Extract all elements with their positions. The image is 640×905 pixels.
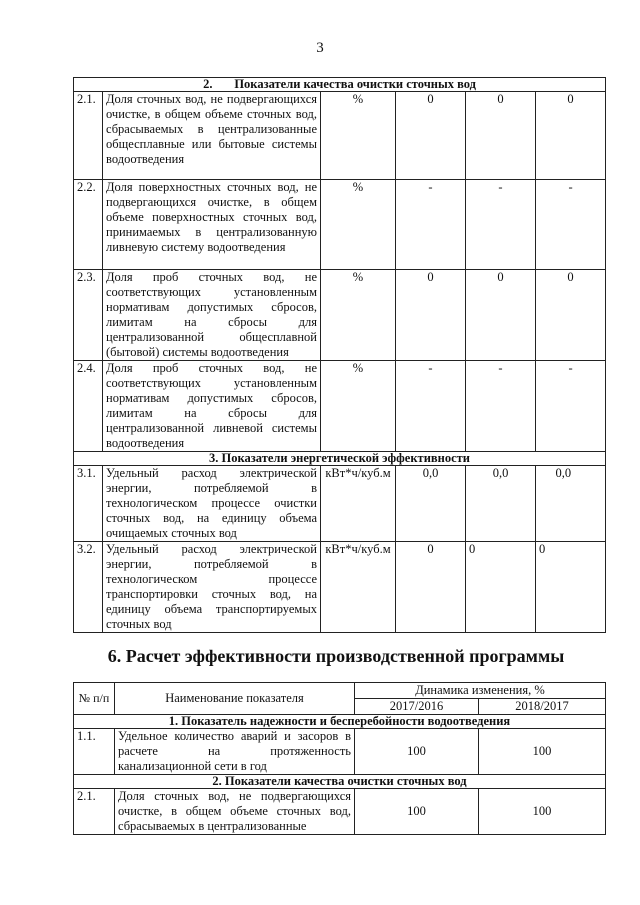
header-row xyxy=(74,683,606,699)
efficiency-table xyxy=(73,682,606,835)
value-3: 0,0 xyxy=(536,466,606,542)
period-header-2017: 2017/2016 xyxy=(355,699,479,715)
indicator-name: Удельный расход электрической энергии, потребляемой в технологическом процессе транспортировки сточных вод, на единицу объема транспортируемых сточных вод xyxy=(103,542,321,633)
row-number: 3.1. xyxy=(74,466,103,542)
indicator-name: Удельный расход электрической энергии, потребляемой в технологическом процессе очистки сточных вод, на единицу объема очищаемых сточных вод xyxy=(103,466,321,542)
indicator-name: Доля проб сточных вод, не соответствующих установленным нормативам допустимых сбросов, лимитам на сбросы для централизованной общесплавной (бытовой) системы водоотведения xyxy=(103,270,321,361)
value-2017: 100 xyxy=(355,729,479,775)
indicator-name: Доля сточных вод, не подвергающихся очистке, в общем объеме сточных вод, сбрасываемых в централизованные общесплавные или бытовые системы водоотведения xyxy=(103,92,321,180)
unit: кВт*ч/куб.м xyxy=(321,542,396,633)
indicators-table xyxy=(73,77,606,633)
value-1: 0 xyxy=(396,270,466,361)
value-2018: 100 xyxy=(479,789,606,835)
value-2: 0 xyxy=(466,92,536,180)
value-2: 0 xyxy=(466,542,536,633)
unit: кВт*ч/куб.м xyxy=(321,466,396,542)
section-row xyxy=(74,775,606,789)
indicator-name: Доля проб сточных вод, не соответствующих установленным нормативам допустимых сбросов, лимитам на сбросы для централизованной ливневой системы водоотведения xyxy=(103,361,321,452)
section-row xyxy=(74,452,606,466)
table-row xyxy=(74,270,606,361)
section-title: 2. Показатели качества очистки сточных вод xyxy=(74,775,606,789)
table-row xyxy=(74,542,606,633)
value-1: - xyxy=(396,180,466,270)
value-2: 0,0 xyxy=(466,466,536,542)
table-row xyxy=(74,466,606,542)
value-2018: 100 xyxy=(479,729,606,775)
value-1: 0,0 xyxy=(396,466,466,542)
table-row xyxy=(74,729,606,775)
table-row xyxy=(74,789,606,835)
value-2: - xyxy=(466,180,536,270)
value-3: 0 xyxy=(536,542,606,633)
row-number: 2.3. xyxy=(74,270,103,361)
value-2: - xyxy=(466,361,536,452)
period-header-2018: 2018/2017 xyxy=(479,699,606,715)
row-number: 3.2. xyxy=(74,542,103,633)
dynamics-header: Динамика изменения, % xyxy=(355,683,606,699)
section-row xyxy=(74,78,606,92)
section-row xyxy=(74,715,606,729)
table-row xyxy=(74,180,606,270)
indicator-name: Доля сточных вод, не подвергающихся очистке, в общем объеме сточных вод, сбрасываемых в централизованные xyxy=(115,789,355,835)
unit: % xyxy=(321,180,396,270)
number-header: № п/п xyxy=(74,683,115,715)
value-1: - xyxy=(396,361,466,452)
unit: % xyxy=(321,270,396,361)
row-number: 2.2. xyxy=(74,180,103,270)
value-3: - xyxy=(536,180,606,270)
value-3: - xyxy=(536,361,606,452)
section-title: 1. Показатель надежности и бесперебойности водоотведения xyxy=(74,715,606,729)
indicator-name: Удельное количество аварий и засоров в расчете на протяженность канализационной сети в год xyxy=(115,729,355,775)
value-1: 0 xyxy=(396,92,466,180)
table-row xyxy=(74,361,606,452)
value-3: 0 xyxy=(536,92,606,180)
unit: % xyxy=(321,92,396,180)
value-2017: 100 xyxy=(355,789,479,835)
section-title: 3. Показатели энергетической эффективности xyxy=(74,452,606,466)
unit: % xyxy=(321,361,396,452)
value-1: 0 xyxy=(396,542,466,633)
page-number: 3 xyxy=(316,40,324,56)
indicator-name: Доля поверхностных сточных вод, не подвергающихся очистке, в общем объеме поверхностных сточных вод, принимаемых в централизованную ливневую систему водоотведения xyxy=(103,180,321,270)
table-row xyxy=(74,92,606,180)
row-number: 1.1. xyxy=(74,729,115,775)
row-number: 2.1. xyxy=(74,789,115,835)
name-header: Наименование показателя xyxy=(115,683,355,715)
row-number: 2.1. xyxy=(74,92,103,180)
value-2: 0 xyxy=(466,270,536,361)
row-number: 2.4. xyxy=(74,361,103,452)
value-3: 0 xyxy=(536,270,606,361)
section-heading: 6. Расчет эффективности производственной программы xyxy=(107,646,565,666)
section-title: 2. Показатели качества очистки сточных вод xyxy=(74,78,606,92)
